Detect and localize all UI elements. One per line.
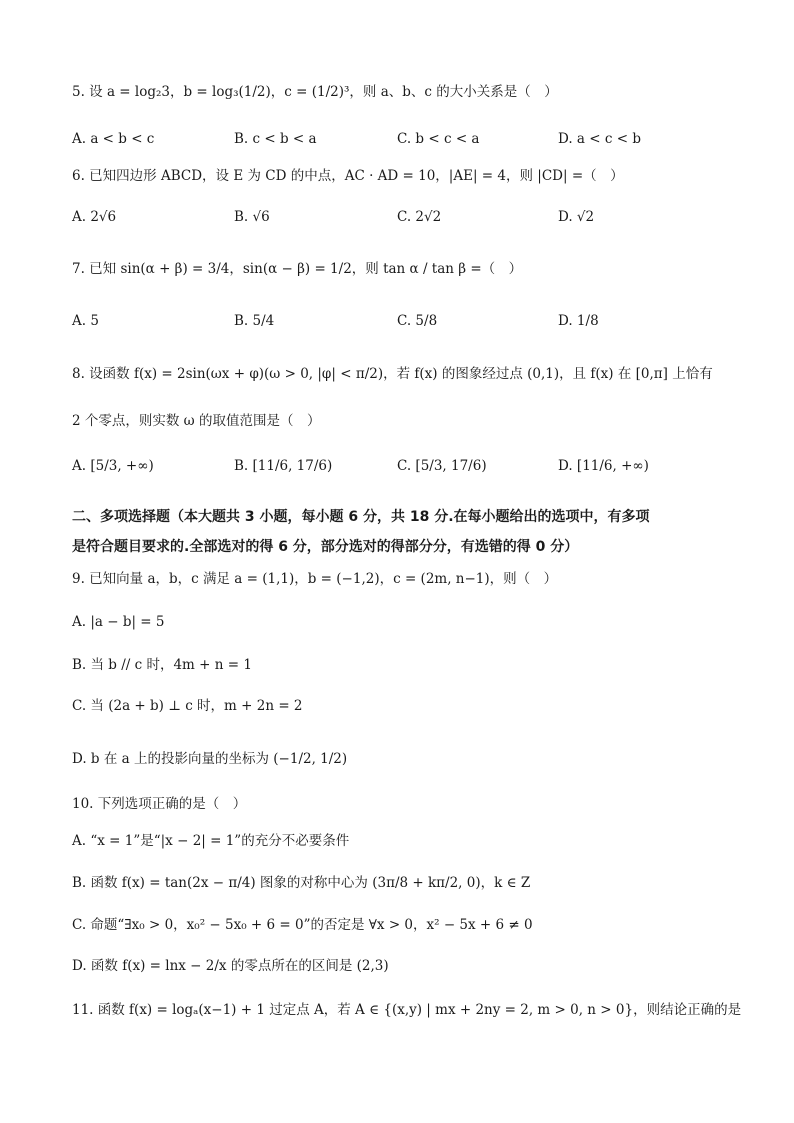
q6-option-d: D. √2 [558,209,595,225]
q5-option-d: D. a < c < b [558,131,641,147]
q5-option-c: C. b < c < a [397,131,480,147]
q8-option-d: D. [11/6, +∞) [558,458,649,474]
q9-option-b: B. 当 b // c 时，4m + n = 1 [72,657,252,673]
q6-option-a: A. 2√6 [72,209,117,225]
q5-option-a: A. a < b < c [72,131,155,147]
q7-option-b: B. 5/4 [234,313,275,329]
q5-stem: 5. 设 a = log₂3，b = log₃(1/2)，c = (1/2)³，则 a、b、c 的大小关系是（ ） [72,84,558,100]
q9-option-c: C. 当 (2a + b) ⊥ c 时，m + 2n = 2 [72,698,303,714]
q7-option-c: C. 5/8 [397,313,438,329]
q10-option-b: B. 函数 f(x) = tan(2x − π/4) 图象的对称中心为 (3π/8 + kπ/2, 0)，k ∈ Z [72,875,531,891]
section-2-heading-line1: 二、多项选择题（本大题共 3 小题，每小题 6 分，共 18 分.在每小题给出的选项中，有多项 [72,509,650,525]
q11-stem: 11. 函数 f(x) = logₐ(x−1) + 1 过定点 A，若 A ∈ {(x,y) | mx + 2ny = 2, m > 0, n > 0}，则结论正确的是 [72,1002,742,1018]
q10-option-a: A. “x = 1”是“|x − 2| = 1”的充分不必要条件 [72,833,350,849]
q9-option-a: A. |a − b| = 5 [72,614,165,630]
q6-option-c: C. 2√2 [397,209,442,225]
q8-option-c: C. [5/3, 17/6) [397,458,487,474]
q7-stem: 7. 已知 sin(α + β) = 3/4，sin(α − β) = 1/2，则 tan α / tan β =（ ） [72,261,523,277]
q8-stem-line2: 2 个零点，则实数 ω 的取值范围是（ ） [72,413,321,429]
q6-stem: 6. 已知四边形 ABCD，设 E 为 CD 的中点，AC · AD = 10，|AE| = 4，则 |CD| =（ ） [72,168,624,184]
q10-stem: 10. 下列选项正确的是（ ） [72,796,247,812]
q9-stem: 9. 已知向量 a，b，c 满足 a = (1,1)，b = (−1,2)，c = (2m, n−1)，则（ ） [72,571,558,587]
q10-option-d: D. 函数 f(x) = lnx − 2/x 的零点所在的区间是 (2,3) [72,958,389,974]
q8-option-b: B. [11/6, 17/6) [234,458,333,474]
q7-option-a: A. 5 [72,313,99,329]
q8-option-a: A. [5/3, +∞) [72,458,154,474]
q9-option-d: D. b 在 a 上的投影向量的坐标为 (−1/2, 1/2) [72,751,348,767]
section-2-heading-line2: 是符合题目要求的.全部选对的得 6 分，部分选对的得部分分，有选错的得 0 分） [72,539,579,555]
q6-option-b: B. √6 [234,209,270,225]
q7-option-d: D. 1/8 [558,313,599,329]
q8-stem-line1: 8. 设函数 f(x) = 2sin(ωx + φ)(ω > 0, |φ| < π/2)，若 f(x) 的图象经过点 (0,1)，且 f(x) 在 [0,π] 上恰有 [72,366,713,382]
q10-option-c: C. 命题“∃x₀ > 0，x₀² − 5x₀ + 6 = 0”的否定是 ∀x > 0，x² − 5x + 6 ≠ 0 [72,917,533,933]
q5-option-b: B. c < b < a [234,131,317,147]
